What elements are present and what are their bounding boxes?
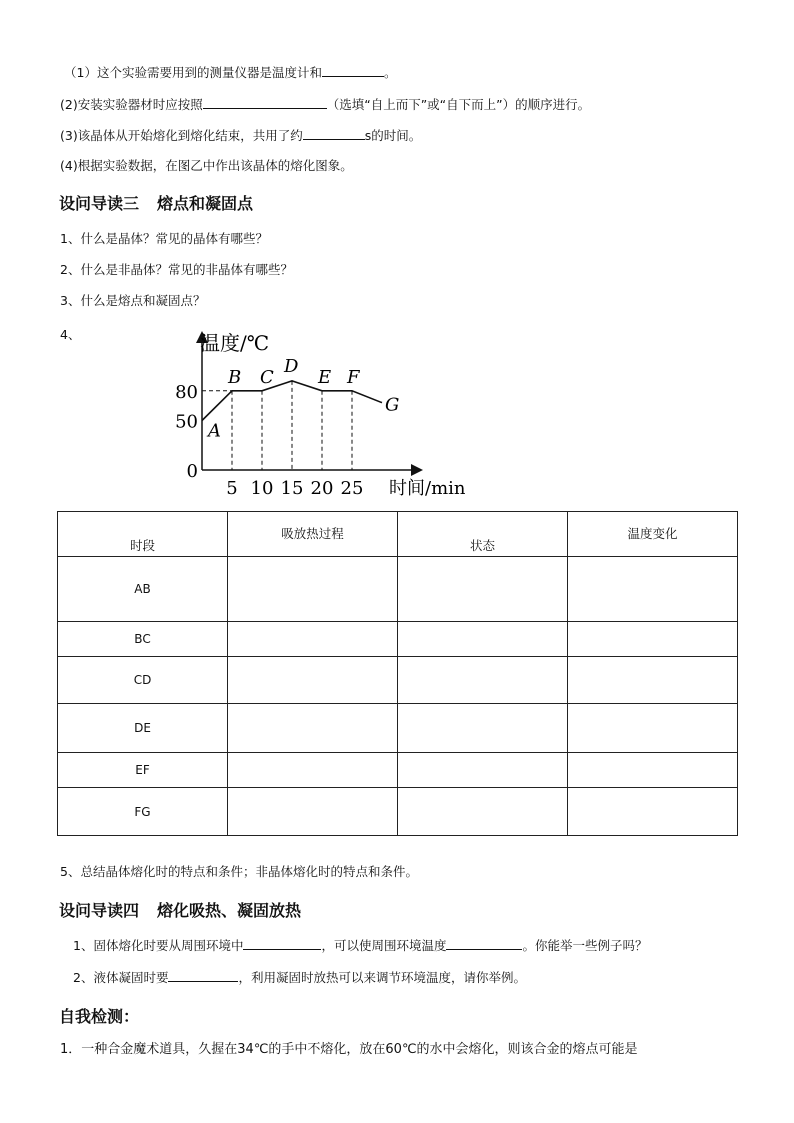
x-tick-label: 5 [226, 478, 238, 499]
table-cell[interactable] [568, 557, 738, 622]
section3-item-4-label: 4、 [60, 327, 81, 342]
table-cell[interactable] [568, 788, 738, 836]
melting-curve-chart [165, 322, 505, 502]
answer-blank[interactable] [203, 95, 327, 109]
column-header-temperature-change: 温度变化 [568, 512, 738, 557]
table-cell[interactable] [228, 788, 398, 836]
table-row [58, 622, 738, 657]
table-cell[interactable] [228, 657, 398, 704]
table-row [58, 557, 738, 622]
self-check-title: 自我检测： [59, 1007, 140, 1026]
table-cell[interactable] [568, 753, 738, 788]
experiment-question-4: (4)根据实验数据，在图乙中作出该晶体的熔化图象。 [60, 158, 353, 173]
x-tick-label: 25 [340, 478, 364, 499]
table-row [58, 788, 738, 836]
table-cell[interactable] [228, 704, 398, 753]
column-header-state: 状态 [398, 512, 568, 557]
table-cell[interactable] [398, 788, 568, 836]
section3-question-1: 1、什么是晶体？常见的晶体有哪些？ [60, 231, 268, 246]
table-cell[interactable] [398, 753, 568, 788]
table-cell[interactable] [228, 622, 398, 657]
section3-question-2: 2、什么是非晶体？常见的非晶体有哪些？ [60, 262, 293, 277]
table-cell[interactable] [398, 557, 568, 622]
answer-blank[interactable] [322, 63, 384, 77]
table-cell[interactable] [398, 657, 568, 704]
answer-blank[interactable] [446, 936, 522, 950]
point-label-d: D [284, 355, 299, 377]
y-tick-label: 80 [175, 381, 198, 403]
table-header-row [58, 512, 738, 557]
point-label-e: E [318, 366, 332, 388]
x-tick-label: 15 [280, 478, 304, 499]
row-label-ef: EF [58, 753, 228, 788]
table-cell[interactable] [228, 753, 398, 788]
table-cell[interactable] [568, 704, 738, 753]
row-label-cd: CD [58, 657, 228, 704]
melting-stages-table [57, 511, 738, 836]
x-axis-label: 时间/min [389, 478, 466, 499]
row-label-bc: BC [58, 622, 228, 657]
point-label-b: B [228, 366, 242, 388]
table-cell[interactable] [228, 557, 398, 622]
y-tick-label: 0 [186, 461, 198, 482]
item-5: 5、总结晶体熔化时的特点和条件；非晶体熔化时的特点和条件。 [60, 864, 418, 879]
answer-blank[interactable] [303, 126, 365, 140]
y-tick-label: 50 [175, 411, 198, 433]
x-tick-label: 20 [310, 478, 334, 499]
table-row [58, 657, 738, 704]
column-header-period: 时段 [58, 512, 228, 557]
row-label-ab: AB [58, 557, 228, 622]
answer-blank[interactable] [168, 968, 238, 982]
row-label-de: DE [58, 704, 228, 753]
answer-blank[interactable] [243, 936, 321, 950]
section-heading-3: 设问导读三 熔点和凝固点 [59, 194, 254, 213]
y-axis-label: 温度/℃ [200, 331, 270, 355]
point-label-a: A [208, 420, 221, 442]
experiment-question-1: （1）这个实验需要用到的测量仪器是温度计和 。 [64, 65, 397, 80]
table-cell[interactable] [398, 622, 568, 657]
experiment-question-2: (2)安装实验器材时应按照 （选填“自上而下”或“自下而上”）的顺序进行。 [60, 97, 591, 112]
row-label-fg: FG [58, 788, 228, 836]
point-label-f: F [347, 366, 360, 388]
section4-question-2: 2、液体凝固时要 ，利用凝固时放热可以来调节环境温度，请你举例。 [73, 970, 526, 985]
experiment-question-3: (3)该晶体从开始熔化到熔化结束，共用了约 s的时间。 [60, 128, 422, 143]
section3-question-3: 3、什么是熔点和凝固点？ [60, 293, 206, 308]
x-tick-label: 10 [250, 478, 274, 499]
self-check-question-1: 1．一种合金魔术道具，久握在34℃的手中不熔化，放在60℃的水中会熔化，则该合金的熔点可能是 [60, 1042, 638, 1057]
table-row [58, 753, 738, 788]
table-cell[interactable] [568, 657, 738, 704]
section4-question-1: 1、固体熔化时要从周围环境中 ，可以使周围环境温度 。你能举一些例子吗？ [73, 938, 648, 953]
section-heading-4: 设问导读四 熔化吸热、凝固放热 [59, 901, 302, 920]
point-label-g: G [385, 394, 400, 416]
table-cell[interactable] [568, 622, 738, 657]
table-cell[interactable] [398, 704, 568, 753]
column-header-heat-process: 吸放热过程 [228, 512, 398, 557]
table-row [58, 704, 738, 753]
point-label-c: C [260, 366, 274, 388]
